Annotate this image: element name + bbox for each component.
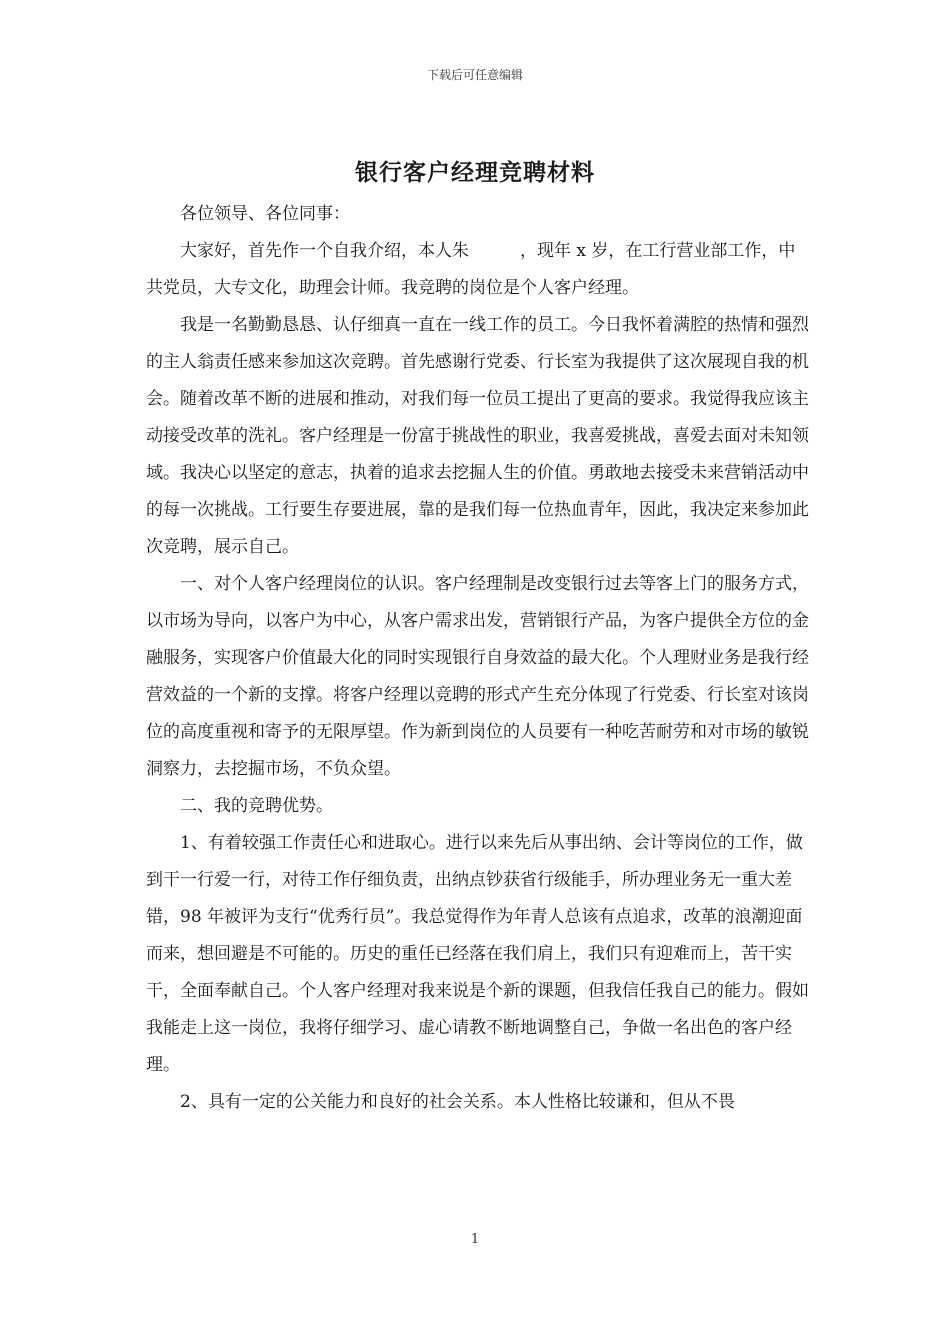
paragraph-advantage-2: 2、具有一定的公关能力和良好的社会关系。本人性格比较谦和，但从不畏 — [180, 1092, 735, 1112]
paragraph-advantage-1: 1、有着较强工作责任心和进取心。进行以来先后从事出纳、会计等岗位的工作，做到干一行爱一行，对待工作仔细负责，出纳点钞获省行级能手，所办理业务无一重大差错，98 年被评为支行“优秀行员”。我总觉得作为年青人总该有点追求，改革的浪潮迎面而来，想回避是不可能的。历史的重任已经落在我们肩上，我们只有迎难而上，苦干实干，全面奉献自己。个人客户经理对我来说是个新的课题，但我信任我自己的能力。假如我能走上这一岗位，我将仔细学习、虚心请教不断地调整自己，争做一名出色的客户经理。 — [146, 833, 809, 1075]
paragraph-motivation: 我是一名勤勤恳恳、认仔细真一直在一线工作的员工。今日我怀着满腔的热情和强烈的主人翁责任感来参加这次竞聘。首先感谢行党委、行长室为我提供了这次展现自我的机会。随着改革不断的进展和推动，对我们每一位员工提出了更高的要求。我觉得我应该主动接受改革的洗礼。客户经理是一份富于挑战性的职业，我喜爱挑战，喜爱去面对未知领域。我决心以坚定的意志，执着的追求去挖掘人生的价值。勇敢地去接受未来营销活动中的每一次挑战。工行要生存要进展，靠的是我们每一位热血青年，因此，我决定来参加此次竞聘，展示自己。 — [146, 315, 809, 557]
document-body — [146, 196, 810, 1121]
page-number: 1 — [470, 1232, 480, 1247]
header-note: 下载后可任意编辑 — [426, 68, 523, 82]
paragraph-introduction: 大家好，首先作一个自我介绍，本人朱 ，现年 x 岁，在工行营业部工作，中共党员，大专文化，助理会计师。我竞聘的岗位是个人客户经理。 — [146, 241, 796, 298]
paragraph-section-heading: 二、我的竞聘优势。 — [180, 796, 333, 816]
document-title: 银行客户经理竞聘材料 — [355, 159, 595, 186]
paragraph-role-understanding: 一、对个人客户经理岗位的认识。客户经理制是改变银行过去等客上门的服务方式，以市场为导向，以客户为中心，从客户需求出发，营销银行产品，为客户提供全方位的金融服务，实现客户价值最大化的同时实现银行自身效益的最大化。个人理财业务是我行经营效益的一个新的支撑。将客户经理以竞聘的形式产生充分体现了行党委、行长室对该岗位的高度重视和寄予的无限厚望。作为新到岗位的人员要有一种吃苦耐劳和对市场的敏锐洞察力，去挖掘市场，不负众望。 — [146, 574, 809, 779]
paragraph-salutation: 各位领导、各位同事： — [180, 204, 350, 224]
